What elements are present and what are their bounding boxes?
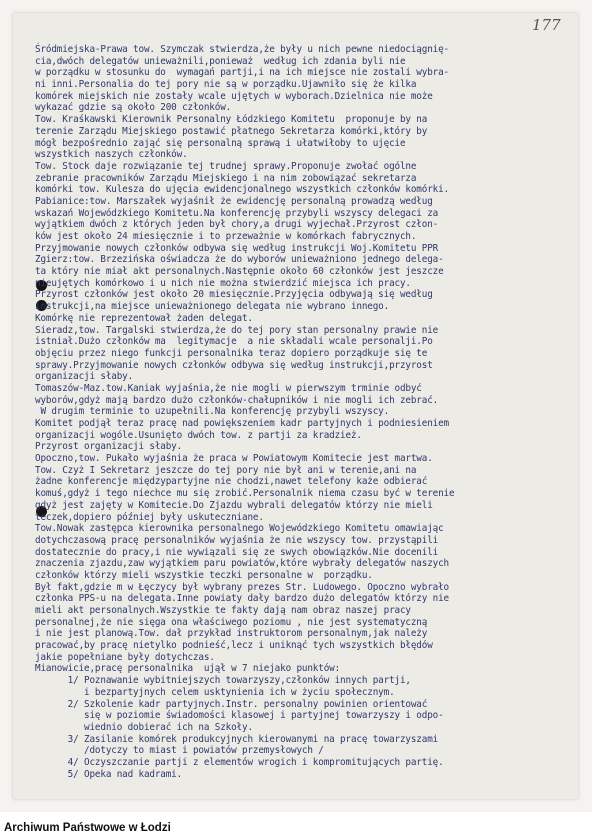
text-line: mieli akt personalnych.Wszystkie te fakty dają nam obraz naszej pracy	[35, 605, 411, 616]
text-line: i nie jest planową.Tow. dał przykład instruktorom personalnym,jak należy	[35, 628, 428, 640]
text-line: Komitet podjął teraz pracę nad powiększeniem kadr partyjnych i podniesieniem	[35, 418, 449, 429]
text-line: Sieradz,tow. Targalski stwierdza,że do tej pory stan personalny prawie nie	[35, 324, 439, 336]
text-line: Opoczno,tow. Pukało wyjaśnia że praca w Powiatowym Komitecie jest martwa.	[35, 453, 433, 465]
text-line: żadne konferencje międzypartyjne nie chodzi,nawet telefony każe odbierać	[35, 476, 428, 488]
text-line: istniał.Dużo członków ma legitymacje a nie składali wcale personalji.Po	[35, 336, 433, 348]
text-line: komórki tow. Kulesza do ujęcia ewidencjonalnego wszystkich członków komórki.	[35, 184, 449, 196]
text-line: sprawy.Przyjmowanie nowych członków odbywa się według instrukcji,przyrost	[35, 359, 433, 371]
text-line: Tow. Czyż I Sekretarz jeszcze do tej pory nie był ani w terenie,ani na	[35, 464, 417, 476]
text-line: wykazać gdzie są około 200 członków.	[35, 102, 232, 114]
text-line: 5/ Opeka nad kadrami.	[35, 768, 183, 780]
text-line: jakie popełniane były dotychczas.	[35, 651, 215, 663]
text-line: 3/ Zasilanie komórek produkcyjnych kierowanymi na pracę towarzyszami	[35, 733, 439, 745]
text-line: instrukcji,na miejsce unieważnionego delegata nie wybrano innego.	[35, 301, 390, 313]
text-line: Zgierz:tow. Brzezińska oświadcza że do wyborów unieważniono jednego delega-	[35, 254, 444, 266]
text-line: ta który nie miał akt personalnych.Następnie około 60 członków jest jeszcze	[35, 266, 444, 278]
text-line: wyjątkiem dwóch z których jeden był chory,a drugi wyjechał.Przyrost człon-	[35, 219, 439, 231]
archive-footer	[0, 812, 592, 840]
text-line: cia,dwóch delegatów unieważnili,ponieważ według ich zdania byli nie	[35, 55, 406, 67]
text-line: Tow. Stock daje rozwiązanie tej trudnej sprawy.Proponuje zwołać ogólne	[35, 160, 417, 172]
text-line: ków jest około 24 miesięcznie i to przeważnie w komórkach fabrycznych.	[35, 231, 417, 242]
text-line: wskazań Wojewódzkiego Komitetu.Na konferencję przybyli wszyscy delegaci za	[35, 207, 439, 219]
text-line: nieujętych komórkowo i u nich nie można stwierdzić miejsca ich pracy.	[35, 277, 411, 289]
text-line: i bezpartyjnych celem usktynienia ich w życiu społecznym.	[35, 686, 395, 698]
text-line: /dotyczy to miast i powiatów przemysłowych /	[35, 745, 324, 757]
text-line: personalnej,że nie sięga ona właściwego poziomu , nie jest systematyczną	[35, 616, 428, 628]
text-line: pracować,by pracę nietylko podnieść,lecz i uniknąć tych wszystkich błędów	[35, 640, 433, 652]
text-line: Przyrost członków jest około 20 miesięcznie.Przyjęcia odbywają się według	[35, 289, 433, 301]
text-line: zebranie pracowników Zarządu Miejskiego i na nim zobowiązać sekretarza	[35, 172, 417, 184]
text-line: wyborów,gdyż mają bardzo dużo członków-chałupników i nie mogli ich zebrać.	[35, 394, 439, 406]
text-line: Był fakt,gdzie m w Łęczycy był wybrany prezes Str. Ludowego. Opoczno wybrało	[35, 581, 449, 593]
text-line: w porządku w stosunku do wymagań partji,i na ich miejsce nie zostali wybra-	[35, 67, 449, 79]
text-line: organizacji wogóle.Usunięto dwóch tow. z partji za kradzież.	[35, 429, 362, 441]
text-line: Przyjmowanie nowych członków odbywa się według instrukcji Woj.Komitetu PPR	[35, 242, 439, 254]
text-line: członków którzy mieli wszystkie teczki personalne w porządku.	[35, 569, 373, 581]
typewritten-text	[35, 44, 575, 780]
text-line: 4/ Oczyszczanie partji z elementów wrogich i kompromitujących partię.	[35, 756, 444, 768]
text-line: Tomaszów-Maz.tow.Kaniak wyjaśnia,że nie mogli w pierwszym trminie odbyć	[35, 382, 422, 394]
text-line: dostatecznie do pracy,i nie wywiązali się ze swych obowiązków.Nie docenili	[35, 546, 439, 558]
text-line: się w poziomie świadomości klasowej i partyjnej towarzyszy i odpo-	[35, 710, 444, 722]
archive-name: Archiwum Państwowe w Łodzi	[4, 822, 171, 834]
text-line: terenie Zarządu Miejskiego postawić płatnego Sekretarza komórki,który by	[35, 125, 428, 137]
text-line: znaczenia zjazdu,zaw wyjątkiem paru powiatów,które wybrały delegatów naszych	[35, 558, 449, 570]
page-number: 177	[532, 16, 561, 34]
text-line: dotychczasową pracę personalników wyjaśnia że nie wszyscy tow. przystąpili	[35, 534, 439, 546]
text-line: Tow. Kraśkawski Kierownik Personalny Łódzkiego Komitetu proponuje by na	[35, 114, 428, 126]
text-line: W drugim terminie to uzupełnili.Na konferencję przybyli wszyscy.	[35, 406, 390, 418]
text-line: teczek,dopiero później były uskuteczniane.	[35, 511, 264, 523]
text-line: członka PPS-u na delegata.Inne powiaty dały bardzo dużo delegatów którzy nie	[35, 593, 449, 605]
text-line: komórek miejskich nie zostały wcale ujętych w wyborach.Dzielnica nie może	[35, 90, 433, 102]
text-line: wszystkich naszych członków.	[35, 149, 188, 161]
text-line: gdyż jest zajęty w Komitecie.Do Zjazdu wybrali delegatów którzy nie mieli	[35, 499, 433, 511]
text-line: Tow.Nowak zastępca kierownika personalnego Wojewódzkiego Komitetu omawiając	[35, 523, 444, 535]
text-line: 2/ Szkolenie kadr partyjnych.Instr. personalny powinien orientować	[35, 698, 428, 710]
text-line: 1/ Poznawanie wybitniejszych towarzyszy,członków innych partji,	[35, 675, 411, 687]
text-line: Komórkę nie reprezentował żaden delegat.	[35, 312, 253, 324]
text-line: organizacji słaby.	[35, 371, 134, 383]
text-line: Mianowicie,pracę personalnika ujął w 7 niejako punktów:	[35, 663, 341, 675]
text-line: Pabianice:tow. Marszałek wyjaśnił że ewidencję personalną prowadzą według	[35, 195, 433, 207]
text-line: Śródmiejska-Prawa tow. Szymczak stwierdza,że były u nich pewne niedociągnię-	[35, 44, 449, 55]
text-line: komuś,gdyż i tego niechce mu się zrobić.Personalnik niema czasu być w terenie	[35, 488, 455, 500]
text-line: ni inni.Personalia do tej pory nie są w porządku.Ujawniło się że kilka	[35, 79, 417, 91]
text-line: Przyrost organizacji słaby.	[35, 441, 183, 453]
text-line: mógł bezpośrednio zająć się personalną sprawą i ułatwiłoby to ujęcie	[35, 137, 406, 149]
text-line: objęciu przez niego funkcji personalnika teraz dopiero porządkuje się te	[35, 347, 428, 359]
text-line: wiednio dobierać ich na Szkoły.	[35, 721, 253, 733]
